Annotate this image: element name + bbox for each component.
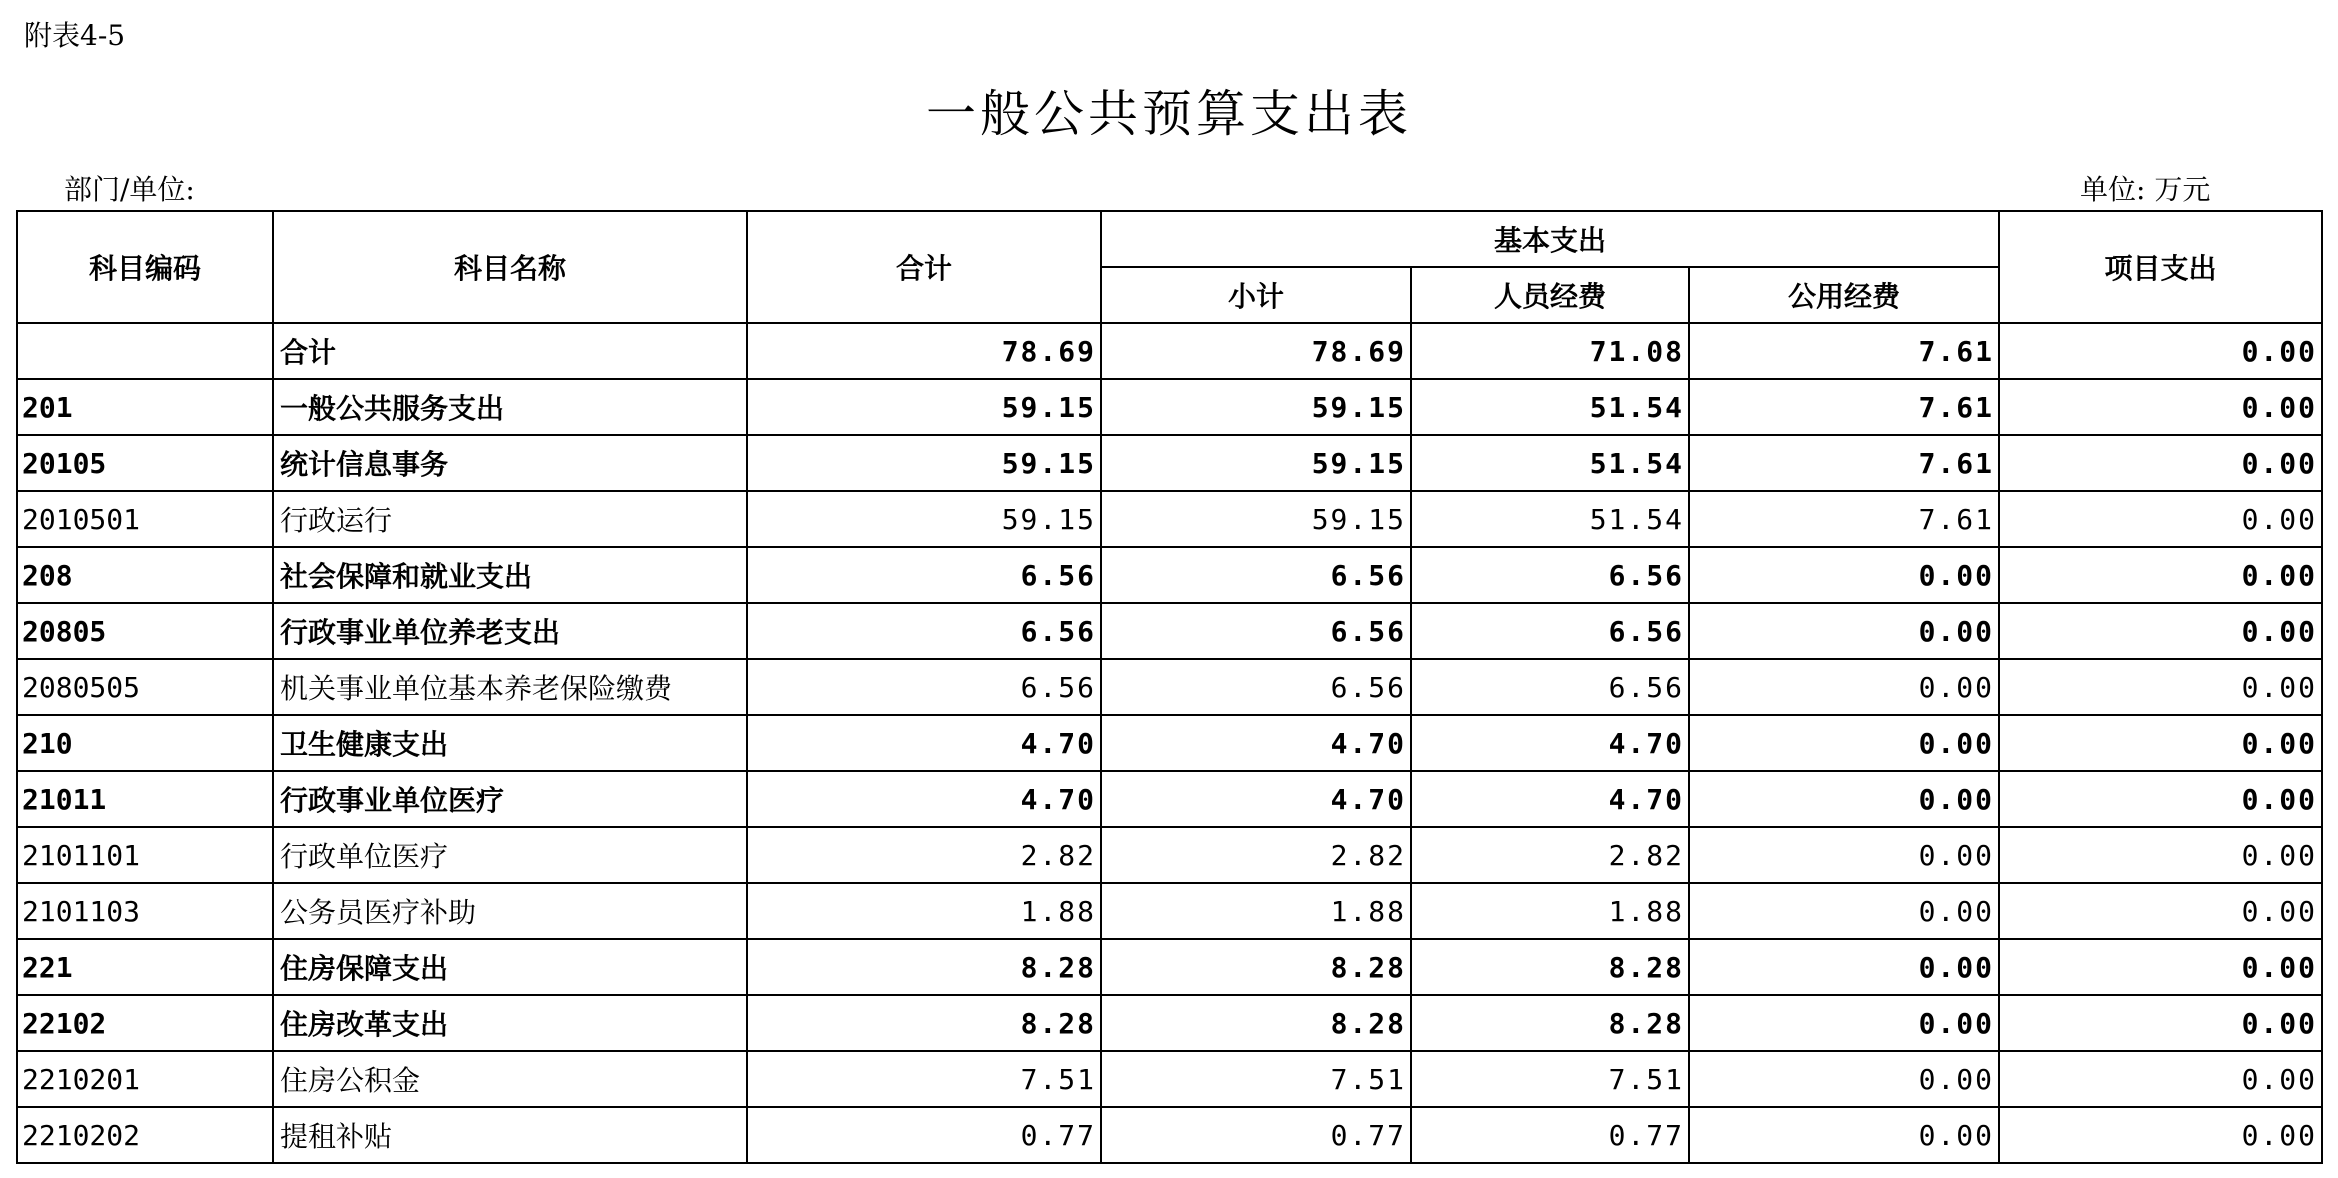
cell-code: 210 — [17, 715, 273, 771]
cell-subtotal: 8.28 — [1101, 995, 1411, 1051]
cell-total: 78.69 — [747, 323, 1101, 379]
cell-public: 0.00 — [1689, 995, 1999, 1051]
table-row — [17, 995, 2322, 1051]
table-row — [17, 883, 2322, 939]
header-total: 合计 — [747, 211, 1101, 323]
cell-project: 0.00 — [1999, 379, 2322, 435]
cell-personnel: 7.51 — [1411, 1051, 1689, 1107]
cell-total: 6.56 — [747, 547, 1101, 603]
cell-subtotal: 7.51 — [1101, 1051, 1411, 1107]
cell-project: 0.00 — [1999, 939, 2322, 995]
cell-public: 0.00 — [1689, 883, 1999, 939]
cell-subtotal: 6.56 — [1101, 659, 1411, 715]
cell-project: 0.00 — [1999, 883, 2322, 939]
cell-total: 59.15 — [747, 435, 1101, 491]
cell-code: 20805 — [17, 603, 273, 659]
cell-name: 机关事业单位基本养老保险缴费 — [273, 659, 747, 715]
cell-subtotal: 1.88 — [1101, 883, 1411, 939]
table-row — [17, 603, 2322, 659]
header-personnel: 人员经费 — [1411, 267, 1689, 323]
table-row — [17, 379, 2322, 435]
cell-public: 0.00 — [1689, 1107, 1999, 1163]
cell-total: 2.82 — [747, 827, 1101, 883]
cell-subtotal: 59.15 — [1101, 379, 1411, 435]
cell-total: 6.56 — [747, 659, 1101, 715]
cell-code: 2101101 — [17, 827, 273, 883]
cell-subtotal: 0.77 — [1101, 1107, 1411, 1163]
cell-project: 0.00 — [1999, 827, 2322, 883]
table-row — [17, 435, 2322, 491]
table-row — [17, 715, 2322, 771]
cell-public: 7.61 — [1689, 323, 1999, 379]
cell-total: 1.88 — [747, 883, 1101, 939]
cell-name: 行政事业单位养老支出 — [273, 603, 747, 659]
header-code: 科目编码 — [17, 211, 273, 323]
cell-public: 0.00 — [1689, 939, 1999, 995]
table-row — [17, 547, 2322, 603]
cell-public: 0.00 — [1689, 659, 1999, 715]
cell-project: 0.00 — [1999, 547, 2322, 603]
cell-subtotal: 8.28 — [1101, 939, 1411, 995]
page-title: 一般公共预算支出表 — [926, 85, 1412, 143]
cell-public: 7.61 — [1689, 491, 1999, 547]
cell-total: 8.28 — [747, 939, 1101, 995]
cell-public: 7.61 — [1689, 435, 1999, 491]
cell-name: 行政单位医疗 — [273, 827, 747, 883]
cell-project: 0.00 — [1999, 771, 2322, 827]
cell-code: 2210202 — [17, 1107, 273, 1163]
cell-public: 0.00 — [1689, 771, 1999, 827]
table-row — [17, 1107, 2322, 1163]
cell-project: 0.00 — [1999, 1051, 2322, 1107]
cell-public: 0.00 — [1689, 603, 1999, 659]
cell-total: 7.51 — [747, 1051, 1101, 1107]
cell-personnel: 8.28 — [1411, 995, 1689, 1051]
table-row — [17, 1051, 2322, 1107]
cell-code — [17, 323, 273, 379]
cell-personnel: 51.54 — [1411, 435, 1689, 491]
table-row — [17, 827, 2322, 883]
cell-personnel: 6.56 — [1411, 603, 1689, 659]
table-row — [17, 659, 2322, 715]
cell-personnel: 4.70 — [1411, 771, 1689, 827]
cell-code: 208 — [17, 547, 273, 603]
unit-label: 单位: 万元 — [2080, 173, 2211, 206]
cell-project: 0.00 — [1999, 659, 2322, 715]
cell-code: 2210201 — [17, 1051, 273, 1107]
table-row — [17, 491, 2322, 547]
cell-total: 6.56 — [747, 603, 1101, 659]
cell-personnel: 8.28 — [1411, 939, 1689, 995]
cell-name: 住房改革支出 — [273, 995, 747, 1051]
table-body — [17, 323, 2322, 1163]
cell-name: 一般公共服务支出 — [273, 379, 747, 435]
header-name: 科目名称 — [273, 211, 747, 323]
cell-code: 201 — [17, 379, 273, 435]
cell-name: 提租补贴 — [273, 1107, 747, 1163]
cell-name: 合计 — [273, 323, 747, 379]
cell-total: 4.70 — [747, 771, 1101, 827]
cell-code: 22102 — [17, 995, 273, 1051]
cell-name: 社会保障和就业支出 — [273, 547, 747, 603]
header-subtotal: 小计 — [1101, 267, 1411, 323]
header-public: 公用经费 — [1689, 267, 1999, 323]
cell-subtotal: 59.15 — [1101, 491, 1411, 547]
sheet-label: 附表4-5 — [24, 19, 126, 52]
department-label: 部门/单位: — [64, 173, 195, 206]
cell-public: 0.00 — [1689, 547, 1999, 603]
cell-total: 59.15 — [747, 379, 1101, 435]
header-project-expenditure: 项目支出 — [1999, 211, 2322, 323]
cell-personnel: 51.54 — [1411, 379, 1689, 435]
cell-personnel: 2.82 — [1411, 827, 1689, 883]
cell-personnel: 6.56 — [1411, 547, 1689, 603]
cell-public: 0.00 — [1689, 827, 1999, 883]
cell-code: 2010501 — [17, 491, 273, 547]
cell-subtotal: 6.56 — [1101, 603, 1411, 659]
budget-expenditure-table — [16, 210, 2323, 1164]
cell-code: 221 — [17, 939, 273, 995]
cell-code: 2080505 — [17, 659, 273, 715]
cell-project: 0.00 — [1999, 1107, 2322, 1163]
cell-name: 统计信息事务 — [273, 435, 747, 491]
table-row — [17, 323, 2322, 379]
cell-project: 0.00 — [1999, 715, 2322, 771]
header-basic-expenditure: 基本支出 — [1101, 211, 1999, 267]
cell-personnel: 6.56 — [1411, 659, 1689, 715]
cell-name: 卫生健康支出 — [273, 715, 747, 771]
cell-personnel: 51.54 — [1411, 491, 1689, 547]
cell-name: 住房保障支出 — [273, 939, 747, 995]
cell-personnel: 71.08 — [1411, 323, 1689, 379]
table-row — [17, 771, 2322, 827]
cell-name: 行政事业单位医疗 — [273, 771, 747, 827]
cell-subtotal: 2.82 — [1101, 827, 1411, 883]
cell-public: 0.00 — [1689, 715, 1999, 771]
cell-project: 0.00 — [1999, 323, 2322, 379]
cell-project: 0.00 — [1999, 435, 2322, 491]
cell-project: 0.00 — [1999, 603, 2322, 659]
cell-code: 20105 — [17, 435, 273, 491]
cell-public: 0.00 — [1689, 1051, 1999, 1107]
cell-subtotal: 78.69 — [1101, 323, 1411, 379]
table-row — [17, 939, 2322, 995]
cell-subtotal: 6.56 — [1101, 547, 1411, 603]
cell-name: 行政运行 — [273, 491, 747, 547]
cell-subtotal: 59.15 — [1101, 435, 1411, 491]
cell-total: 59.15 — [747, 491, 1101, 547]
cell-total: 8.28 — [747, 995, 1101, 1051]
cell-total: 0.77 — [747, 1107, 1101, 1163]
cell-name: 住房公积金 — [273, 1051, 747, 1107]
cell-project: 0.00 — [1999, 491, 2322, 547]
cell-name: 公务员医疗补助 — [273, 883, 747, 939]
cell-total: 4.70 — [747, 715, 1101, 771]
cell-subtotal: 4.70 — [1101, 715, 1411, 771]
cell-personnel: 1.88 — [1411, 883, 1689, 939]
cell-personnel: 0.77 — [1411, 1107, 1689, 1163]
cell-personnel: 4.70 — [1411, 715, 1689, 771]
cell-code: 21011 — [17, 771, 273, 827]
cell-project: 0.00 — [1999, 995, 2322, 1051]
cell-subtotal: 4.70 — [1101, 771, 1411, 827]
cell-public: 7.61 — [1689, 379, 1999, 435]
cell-code: 2101103 — [17, 883, 273, 939]
